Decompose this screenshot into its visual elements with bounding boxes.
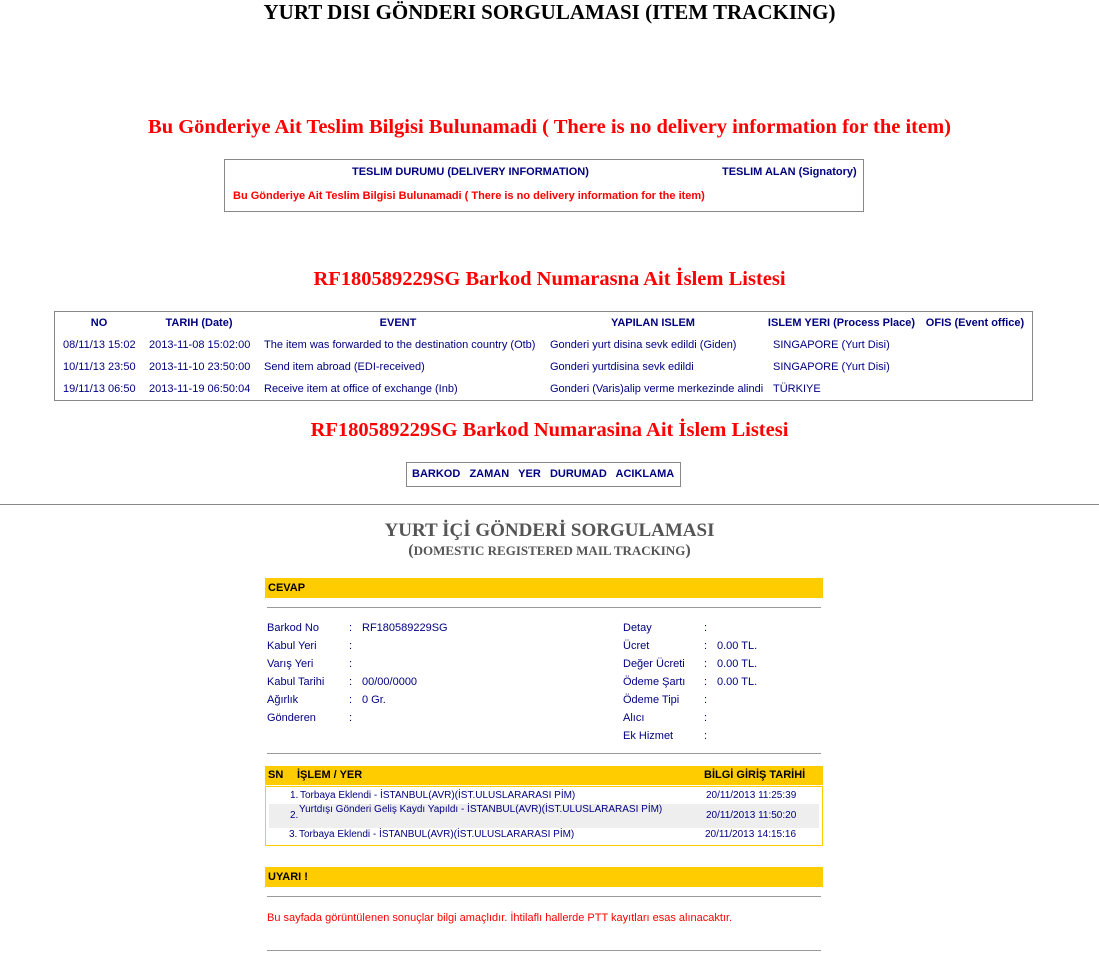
field-label-gonderen: Gönderen: [267, 712, 316, 724]
field-label-deger-ucreti: Değer Ücreti: [623, 658, 685, 670]
warning-bar: UYARI !: [265, 867, 823, 887]
cell-event: Send item abroad (EDI-received): [264, 361, 425, 373]
list-item: [269, 789, 819, 804]
history-sn: 1.: [290, 790, 299, 801]
cell-action: Gonderi yurtdisina sevk edildi: [550, 361, 694, 373]
field-colon: :: [704, 712, 708, 724]
field-value-odeme-sarti: 0.00 TL.: [717, 676, 758, 688]
history-col-islem: İŞLEM / YER: [297, 769, 363, 781]
cell-no: 08/11/13 15:02: [63, 339, 136, 351]
col-header-yer: YER: [518, 468, 541, 480]
col-header-action: YAPILAN ISLEM: [611, 317, 695, 329]
delivery-message: Bu Gönderiye Ait Teslim Bilgisi Bulunamadi ( There is no delivery information for the item): [233, 190, 705, 202]
delivery-info-box: [224, 159, 864, 212]
list-item: [269, 828, 819, 843]
field-value-deger-ucreti: 0.00 TL.: [717, 658, 758, 670]
col-header-barkod: BARKOD: [412, 468, 461, 480]
field-label-varis-yeri: Varış Yeri: [267, 658, 314, 670]
table-row: [55, 334, 1032, 356]
field-label-odeme-tipi: Ödeme Tipi: [623, 694, 680, 706]
cell-no: 19/11/13 06:50: [63, 383, 136, 395]
field-colon: :: [704, 730, 708, 742]
field-label-odeme-sarti: Ödeme Şartı: [623, 676, 686, 688]
col-header-office: OFIS (Event office): [925, 317, 1025, 329]
bottom-divider: [267, 950, 821, 951]
list-item: [269, 804, 819, 828]
field-colon: :: [349, 622, 353, 634]
field-label-kabul-yeri: Kabul Yeri: [267, 640, 317, 652]
field-value-ucret: 0.00 TL.: [717, 640, 758, 652]
second-events-heading: RF180589229SG Barkod Numarasina Ait İslem Listesi: [310, 419, 789, 441]
field-colon: :: [704, 622, 708, 634]
field-value-kabul-tarihi: 00/00/0000: [362, 676, 418, 688]
cell-action: Gonderi yurt disina sevk edildi (Giden): [550, 339, 737, 351]
col-header-no: NO: [90, 317, 108, 329]
domestic-title: YURT İÇİ GÖNDERİ SORGULAMASI: [384, 520, 715, 541]
field-colon: :: [704, 658, 708, 670]
field-colon: :: [349, 694, 353, 706]
cell-place: TÜRKIYE: [773, 383, 821, 395]
delivery-status-header: TESLIM DURUMU (DELIVERY INFORMATION): [352, 166, 589, 178]
history-date: 20/11/2013 11:25:39: [706, 790, 797, 801]
field-colon: :: [349, 640, 353, 652]
col-header-zaman: ZAMAN: [469, 468, 510, 480]
cell-event: The item was forwarded to the destination country (Otb): [264, 339, 536, 351]
events-table: [54, 311, 1033, 401]
field-value-barkod-no: RF180589229SG: [362, 622, 448, 634]
field-colon: :: [349, 658, 353, 670]
field-colon: :: [704, 640, 708, 652]
col-header-place: ISLEM YERI (Process Place): [767, 317, 916, 329]
col-header-event: EVENT: [379, 317, 417, 329]
cell-place: SINGAPORE (Yurt Disi): [773, 361, 890, 373]
cevap-bar: CEVAP: [265, 578, 823, 598]
warning-text: Bu sayfada görüntülenen sonuçlar bilgi amaçlıdır. İhtilaflı hallerde PTT kayıtları esas alınacaktır.: [267, 912, 733, 924]
table-row: [55, 356, 1032, 378]
cell-office: [918, 334, 1032, 356]
domestic-subtitle: [0, 542, 1099, 560]
cell-no: 10/11/13 23:50: [63, 361, 136, 373]
col-header-durumad: DURUMAD: [549, 468, 607, 480]
barcode-header-table: [406, 462, 681, 487]
history-text: Torbaya Eklendi - İSTANBUL(AVR)(İST.ULUSLARARASI PİM): [300, 790, 576, 801]
history-col-tarih: BİLGİ GİRİŞ TARİHİ: [704, 769, 806, 781]
field-colon: :: [349, 676, 353, 688]
cell-place: SINGAPORE (Yurt Disi): [773, 339, 890, 351]
events-table-header-row: [55, 312, 1032, 334]
col-header-aciklama: ACIKLAMA: [615, 468, 675, 480]
subtitle-text: DOMESTIC REGISTERED MAIL TRACKING: [413, 543, 686, 558]
history-sn: 2.: [290, 810, 299, 821]
fields-divider: [267, 753, 821, 754]
events-heading: RF180589229SG Barkod Numarasna Ait İslem Listesi: [313, 268, 786, 290]
history-col-sn: SN: [268, 769, 284, 781]
section-divider: [0, 504, 1099, 505]
field-label-barkod-no: Barkod No: [267, 622, 319, 634]
subtitle-open-paren: (: [408, 542, 414, 559]
field-label-detay: Detay: [623, 622, 652, 634]
history-text: Yurtdışı Gönderi Geliş Kaydı Yapıldı - İSTANBUL(AVR)(İST.ULUSLARARASI PİM): [299, 804, 663, 815]
field-colon: :: [349, 712, 353, 724]
history-list: [265, 786, 823, 846]
history-date: 20/11/2013 11:50:20: [706, 810, 797, 821]
cevap-divider: [267, 607, 821, 608]
field-value-agirlik: 0 Gr.: [362, 694, 386, 706]
field-label-agirlik: Ağırlık: [267, 694, 299, 706]
table-row: [55, 378, 1032, 400]
no-delivery-heading: Bu Gönderiye Ait Teslim Bilgisi Bulunamadi ( There is no delivery information for the item): [148, 116, 951, 138]
cell-office: [918, 378, 1032, 400]
cell-date: 2013-11-19 06:50:04: [149, 383, 251, 395]
field-colon: :: [704, 694, 708, 706]
page-title: YURT DISI GÖNDERI SORGULAMASI (ITEM TRACKING): [263, 0, 836, 24]
cell-event: Receive item at office of exchange (Inb): [264, 383, 458, 395]
field-label-kabul-tarihi: Kabul Tarihi: [267, 676, 325, 688]
subtitle-close-paren: ): [685, 542, 691, 559]
cell-office: [918, 356, 1032, 378]
history-text: Torbaya Eklendi - İSTANBUL(AVR)(İST.ULUSLARARASI PİM): [299, 829, 575, 840]
field-label-ucret: Ücret: [623, 640, 650, 652]
warning-divider: [267, 896, 821, 897]
cell-date: 2013-11-10 23:50:00: [149, 361, 251, 373]
cell-action: Gonderi (Varis)alip verme merkezinde alindi: [550, 383, 764, 395]
field-label-alici: Alıcı: [623, 712, 645, 724]
history-sn: 3.: [289, 829, 298, 840]
field-label-ek-hizmet: Ek Hizmet: [623, 730, 674, 742]
history-header-bar: [265, 766, 823, 785]
cell-date: 2013-11-08 15:02:00: [149, 339, 251, 351]
col-header-date: TARIH (Date): [165, 317, 233, 329]
history-date: 20/11/2013 14:15:16: [705, 829, 797, 840]
signatory-header: TESLIM ALAN (Signatory): [722, 166, 857, 178]
field-colon: :: [704, 676, 708, 688]
